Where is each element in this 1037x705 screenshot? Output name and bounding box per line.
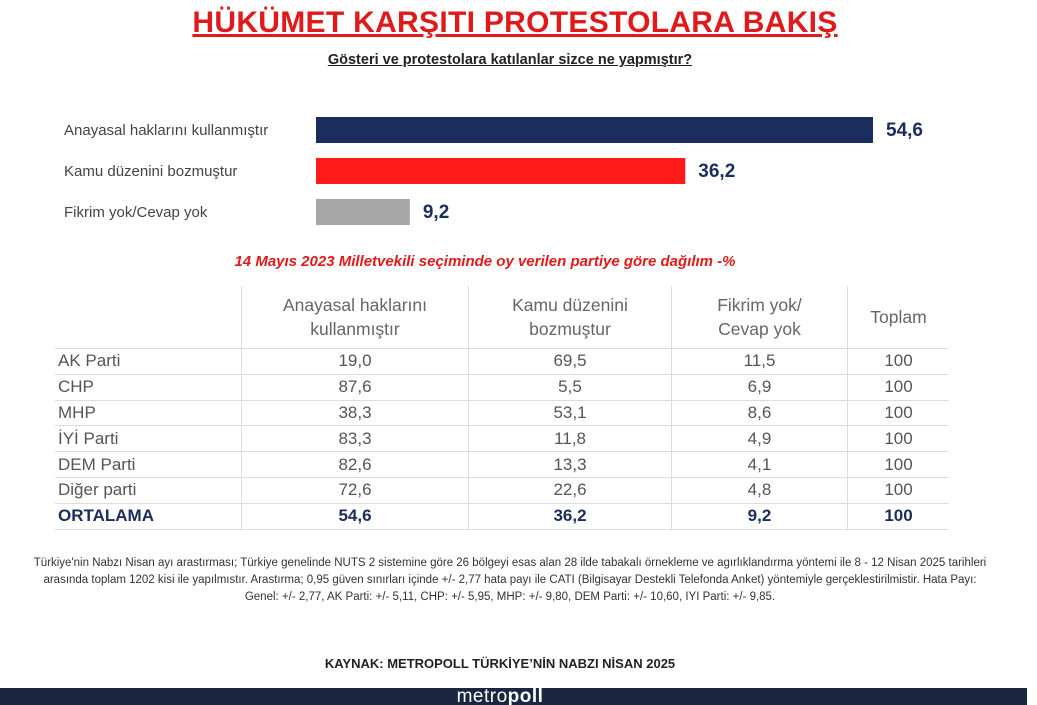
bar-value-label: 54,6 [886,120,923,142]
table-cell: 83,3 [242,426,469,452]
logo-part2: poll [507,688,544,705]
bar [316,199,410,225]
header-party [55,286,242,349]
party-name: MHP [55,400,242,426]
header-kamu-line1: Kamu düzenini [512,295,628,315]
table-cell: 5,5 [469,374,672,400]
table-cell: 100 [848,503,950,529]
party-name: CHP [55,374,242,400]
table-cell: 4,1 [672,452,848,478]
table-cell: 38,3 [242,400,469,426]
table-header-row [55,286,949,349]
methodology-note: Türkiye'nin Nabzı Nisan ayı arastırması; Türkiye genelinde NUTS 2 sistemine göre 26 bölgeyi esas alan 28 ilde tabakalı örnekleme ve agırlıklandırma yöntemi ile 8 - 12 Nisan 2025 tarihleri arasında toplam 1202 kisi ile yapılmıstır. Arastırma; 0,95 güven sınırları içinde +/- 2,77 hata payı ile CATI (Bilgisayar Destekli Telefonda Anket) yöntemiyle gerçeklestirilmistir. Hata Payı: Genel: +/- 2,77, AK Parti: +/- 5,11, CHP: +/- 5,95, MHP: +/- 9,80, DEM Parti: +/- 10,60, IYI Parti: +/- 9,85. [33,557,987,603]
header-anayasal-line1: Anayasal haklarını [283,295,427,315]
breakdown-title: 14 Mayıs 2023 Milletvekili seçiminde oy verilen partiye göre dağılım -% [234,253,736,270]
table-cell: 9,2 [672,503,848,529]
table-cell: 13,3 [469,452,672,478]
header-anayasal [242,286,469,349]
table-cell: 22,6 [469,477,672,503]
table-cell: 4,8 [672,477,848,503]
party-breakdown-table [55,286,949,530]
logo-part1: metro [456,688,508,705]
page-title: HÜKÜMET KARŞITI PROTESTOLARA BAKIŞ [192,6,838,39]
source-line: KAYNAK: METROPOLL TÜRKİYE’NİN NABZI NİSAN 2025 [324,656,676,671]
table-row [55,400,949,426]
footer-bar [0,688,1027,705]
bar-value-label: 36,2 [698,161,736,183]
table-row [55,477,949,503]
table-cell: 72,6 [242,477,469,503]
chart-question: Gösteri ve protestolara katılanlar sizce ne yapmıştır? [327,52,693,68]
table-cell: 19,0 [242,349,469,375]
table-cell: 100 [848,349,950,375]
bar [316,117,873,143]
table-cell: 4,9 [672,426,848,452]
table-cell: 100 [848,374,950,400]
table-cell: 100 [848,452,950,478]
party-name: DEM Parti [55,452,242,478]
header-kamu [469,286,672,349]
table-row [55,452,949,478]
table-cell: 54,6 [242,503,469,529]
header-fikrim [672,286,848,349]
bar-label: Anayasal haklarını kullanmıştır [64,121,269,139]
party-name: Diğer parti [55,477,242,503]
table-row [55,426,949,452]
bar-chart [0,108,1000,233]
header-kamu-line2: bozmuştur [529,319,611,339]
table-row [55,374,949,400]
table-cell: 8,6 [672,400,848,426]
header-anayasal-line2: kullanmıştır [310,319,400,339]
header-toplam: Toplam [870,307,927,327]
table-cell: 11,8 [469,426,672,452]
table-cell: 87,6 [242,374,469,400]
header-fikrim-line1: Fikrim yok/ [717,295,802,315]
party-name: İYİ Parti [55,426,242,452]
table-cell: 100 [848,400,950,426]
bar-label: Kamu düzenini bozmuştur [64,162,238,180]
party-name: AK Parti [55,349,242,375]
metropoll-logo [0,688,1000,705]
bar [316,158,685,184]
table-row [55,503,949,529]
party-name: ORTALAMA [55,503,242,529]
table-cell: 100 [848,477,950,503]
table-cell: 82,6 [242,452,469,478]
table-cell: 69,5 [469,349,672,375]
header-fikrim-line2: Cevap yok [718,319,801,339]
table-row [55,349,949,375]
table-cell: 53,1 [469,400,672,426]
bar-value-label: 9,2 [422,202,450,224]
table-cell: 100 [848,426,950,452]
table-cell: 36,2 [469,503,672,529]
table-cell: 11,5 [672,349,848,375]
table-cell: 6,9 [672,374,848,400]
bar-label: Fikrim yok/Cevap yok [64,203,208,221]
